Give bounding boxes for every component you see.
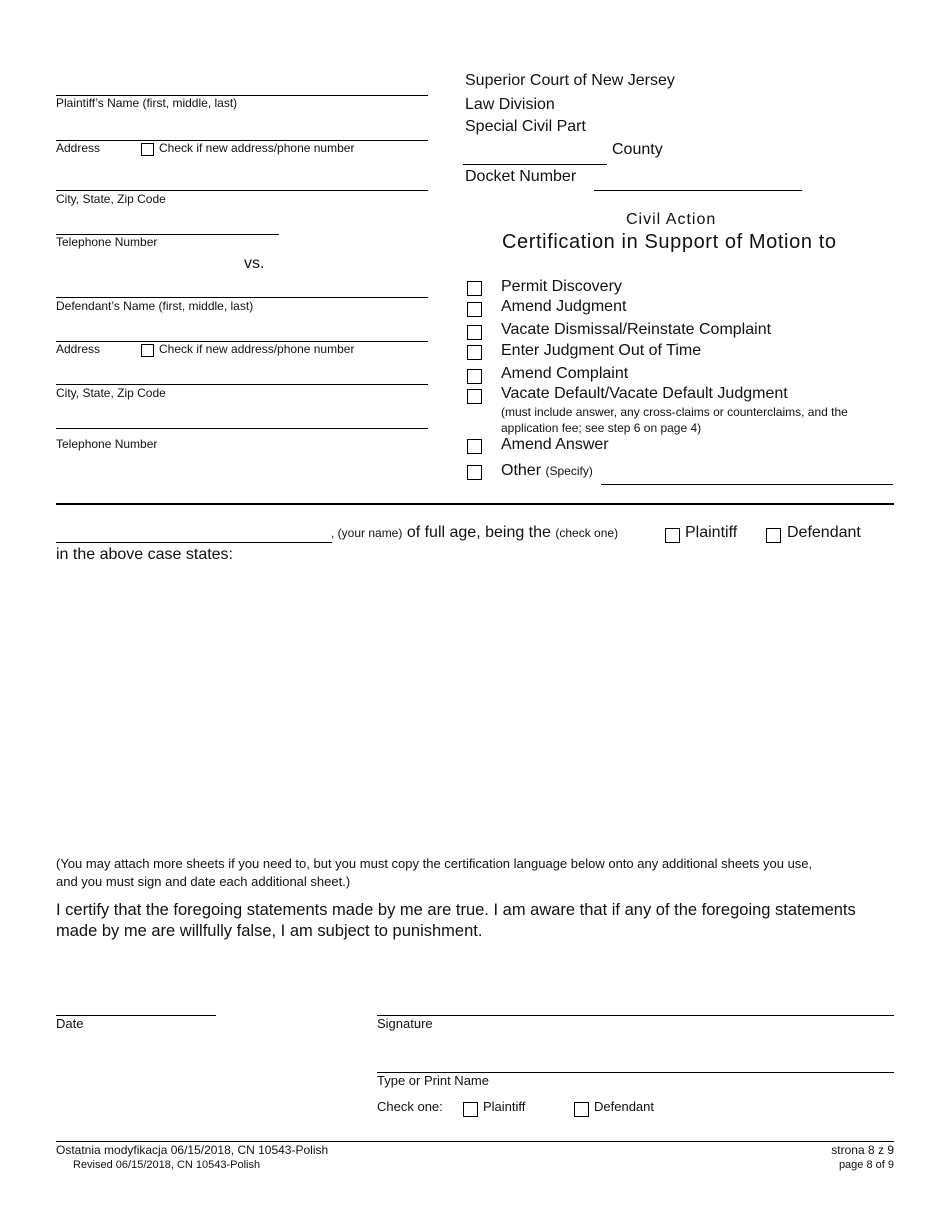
- option-vacate-default-note-1: (must include answer, any cross-claims or counterclaims, and the: [501, 405, 848, 419]
- option-other-specify-line[interactable]: [601, 484, 893, 485]
- statement-defendant-label: Defendant: [787, 524, 861, 541]
- check-one-hint: (check one): [555, 526, 619, 540]
- certification-line-1: I certify that the foregoing statements made by me are true. I am aware that if any of the foregoing statements: [56, 901, 856, 919]
- docket-label: Docket Number: [465, 168, 577, 185]
- option-vacate-default-label: Vacate Default/Vacate Default Judgment: [501, 385, 788, 402]
- statement-plaintiff-label: Plaintiff: [685, 524, 738, 541]
- option-vacate-dismissal-label: Vacate Dismissal/Reinstate Complaint: [501, 321, 772, 338]
- versus-text: vs.: [244, 255, 265, 272]
- county-line[interactable]: [463, 164, 607, 165]
- defendant-city-line[interactable]: [56, 384, 428, 385]
- option-other-checkbox[interactable]: [467, 465, 482, 480]
- signer-plaintiff-label: Plaintiff: [483, 1099, 526, 1114]
- option-other-text: Other: [501, 462, 542, 479]
- check-one-label: Check one:: [377, 1099, 443, 1114]
- defendant-name-line[interactable]: [56, 297, 428, 298]
- docket-number-line[interactable]: [594, 190, 802, 191]
- signer-defendant-label: Defendant: [594, 1099, 654, 1114]
- option-other-specify-hint: (Specify): [545, 464, 593, 478]
- court-part: Special Civil Part: [465, 118, 586, 135]
- plaintiff-new-address-checkbox[interactable]: [141, 143, 154, 156]
- statement-body-area[interactable]: [56, 570, 894, 850]
- statement-defendant-checkbox[interactable]: [766, 528, 781, 543]
- footer-revised-english: Revised 06/15/2018, CN 10543-Polish: [73, 1159, 261, 1171]
- option-permit-discovery-checkbox[interactable]: [467, 281, 482, 296]
- plaintiff-phone-label: Telephone Number: [56, 235, 158, 249]
- option-other-label: [501, 462, 593, 480]
- defendant-address-label: Address: [56, 342, 101, 356]
- statement-plaintiff-checkbox[interactable]: [665, 528, 680, 543]
- signer-plaintiff-checkbox[interactable]: [463, 1102, 478, 1117]
- date-label: Date: [56, 1016, 84, 1031]
- your-name-line[interactable]: [56, 542, 332, 543]
- signer-defendant-checkbox[interactable]: [574, 1102, 589, 1117]
- statement-line: [331, 524, 618, 542]
- full-age-text: of full age, being the: [406, 524, 551, 541]
- section-divider: [56, 503, 894, 505]
- court-name: Superior Court of New Jersey: [465, 72, 675, 89]
- option-amend-complaint-label: Amend Complaint: [501, 365, 629, 382]
- statement-second-line: in the above case states:: [56, 546, 233, 563]
- defendant-phone-line[interactable]: [56, 428, 428, 429]
- option-amend-judgment-label: Amend Judgment: [501, 298, 627, 315]
- option-amend-answer-label: Amend Answer: [501, 436, 609, 453]
- county-label: County: [612, 141, 663, 158]
- civil-action-heading: Civil Action: [626, 211, 717, 228]
- option-enter-judgment-label: Enter Judgment Out of Time: [501, 342, 702, 359]
- plaintiff-address-label: Address: [56, 141, 101, 155]
- attach-note-line-2: and you must sign and date each additional sheet.): [56, 874, 351, 889]
- footer-page-english: page 8 of 9: [838, 1159, 894, 1171]
- signature-label: Signature: [377, 1016, 433, 1031]
- your-name-hint: , (your name): [331, 526, 403, 540]
- signature-line[interactable]: [377, 1015, 894, 1016]
- print-name-label: Type or Print Name: [377, 1073, 489, 1088]
- plaintiff-city-label: City, State, Zip Code: [56, 192, 166, 206]
- footer-page-polish: strona 8 z 9: [831, 1143, 894, 1157]
- attach-note-line-1: (You may attach more sheets if you need to, but you must copy the certification language below onto any additional sheets you use,: [56, 856, 813, 871]
- defendant-city-label: City, State, Zip Code: [56, 386, 166, 400]
- certification-line-2: made by me are willfully false, I am subject to punishment.: [56, 922, 483, 940]
- option-amend-complaint-checkbox[interactable]: [467, 369, 482, 384]
- footer-rule: [56, 1141, 894, 1142]
- defendant-new-address-checkbox[interactable]: [141, 344, 154, 357]
- defendant-new-address-label: Check if new address/phone number: [159, 342, 355, 356]
- option-vacate-dismissal-checkbox[interactable]: [467, 325, 482, 340]
- motion-title: Certification in Support of Motion to: [502, 231, 837, 253]
- option-amend-answer-checkbox[interactable]: [467, 439, 482, 454]
- court-division: Law Division: [465, 96, 555, 113]
- option-vacate-default-note-2: application fee; see step 6 on page 4): [501, 421, 702, 435]
- option-vacate-default-checkbox[interactable]: [467, 389, 482, 404]
- defendant-name-label: Defendant’s Name (first, middle, last): [56, 299, 254, 313]
- option-permit-discovery-label: Permit Discovery: [501, 278, 622, 295]
- option-amend-judgment-checkbox[interactable]: [467, 302, 482, 317]
- defendant-phone-label: Telephone Number: [56, 437, 158, 451]
- plaintiff-city-line[interactable]: [56, 190, 428, 191]
- plaintiff-new-address-label: Check if new address/phone number: [159, 141, 355, 155]
- footer-revised-polish: Ostatnia modyfikacja 06/15/2018, CN 10543-Polish: [56, 1143, 329, 1157]
- plaintiff-name-label: Plaintiff’s Name (first, middle, last): [56, 96, 238, 110]
- option-enter-judgment-checkbox[interactable]: [467, 345, 482, 360]
